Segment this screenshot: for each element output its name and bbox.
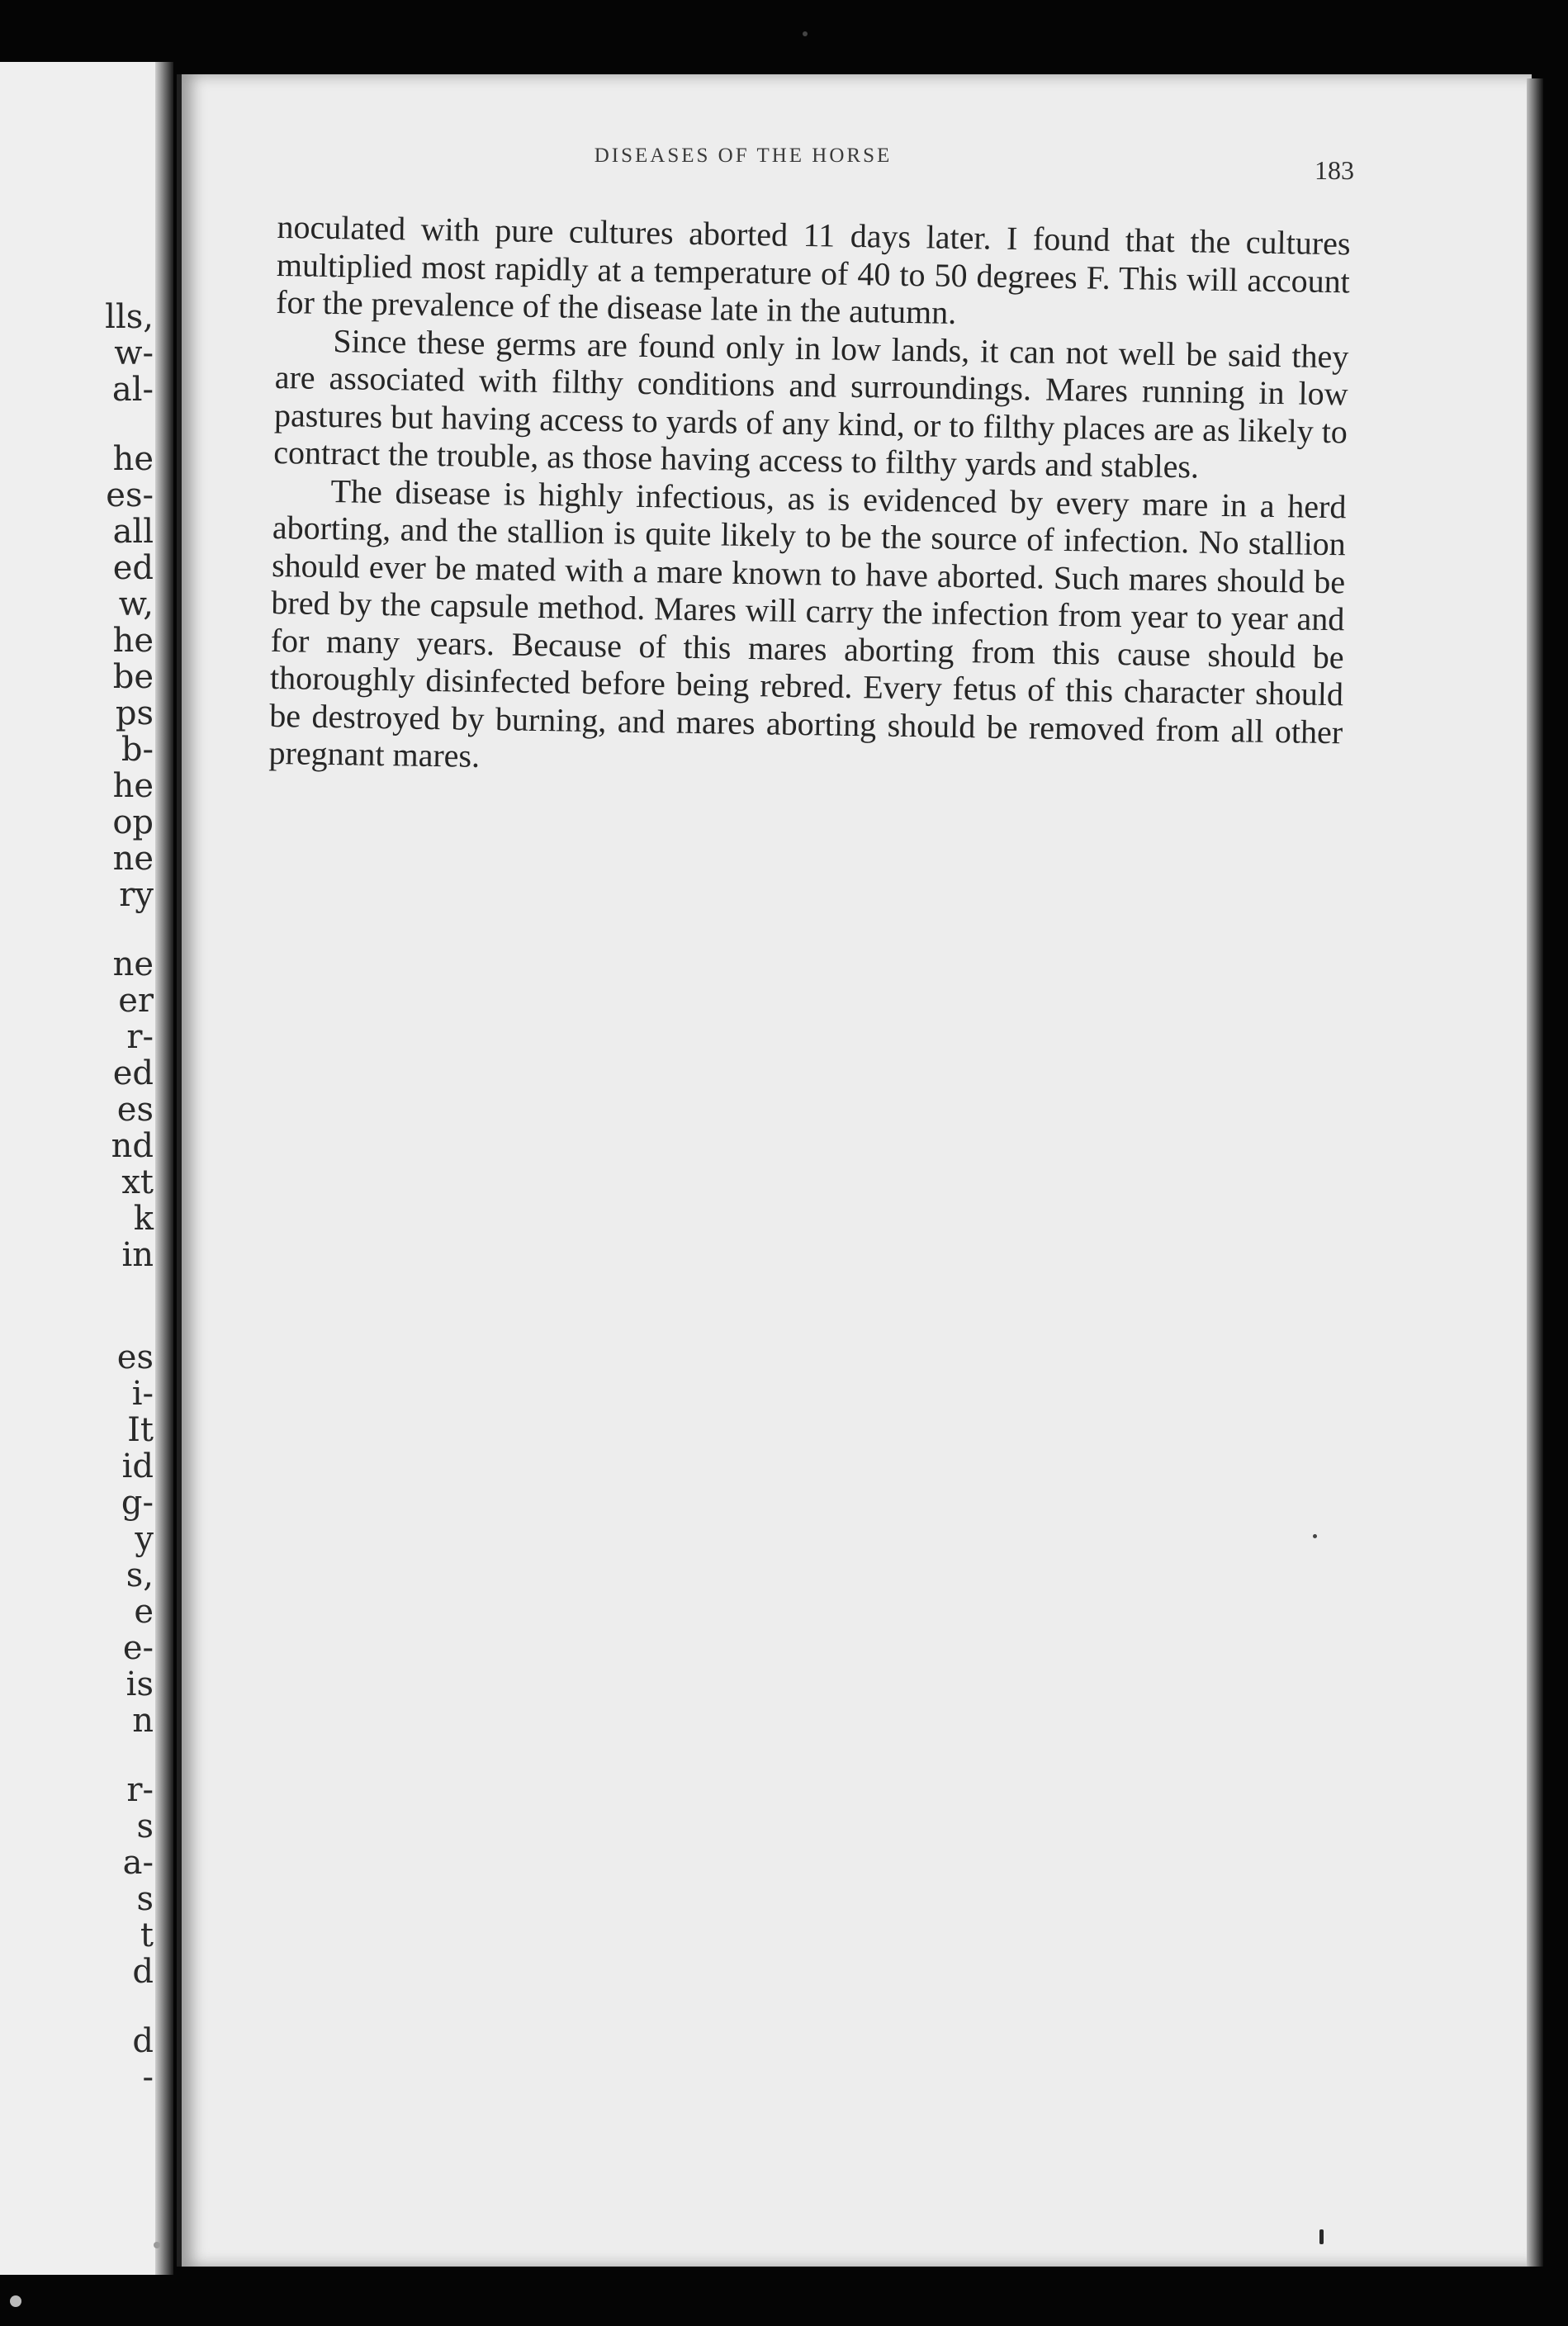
text-fragment: r- <box>126 1018 154 1056</box>
text-fragment: in <box>121 1236 154 1274</box>
text-fragment: s <box>136 1807 154 1845</box>
gutter-shadow <box>155 62 173 2275</box>
page-edge-shadow <box>1527 78 1543 2267</box>
text-fragment: b- <box>121 731 154 769</box>
text-fragment: he <box>112 622 154 660</box>
text-fragment: op <box>112 803 154 841</box>
scan-speck <box>1313 1534 1317 1538</box>
scan-speck <box>10 2295 21 2307</box>
text-fragment: er <box>118 982 154 1020</box>
text-fragment: s <box>136 1880 154 1918</box>
text-fragment: d <box>132 2022 154 2060</box>
text-fragment: nd <box>111 1127 154 1165</box>
text-fragment: all <box>112 513 154 551</box>
text-fragment: he <box>112 767 154 805</box>
text-fragment: ne <box>112 945 154 983</box>
text-fragment: es <box>116 1338 154 1376</box>
text-fragment: id <box>121 1447 154 1485</box>
text-fragment: g- <box>121 1484 154 1522</box>
paragraph: The disease is highly infectious, as is evidenced by every mare in a herd aborting, and the stallion is quite likely to be the source of infection. No stallion should ever be mated with a mare known to have aborted. Such mares should be bred by the capsule method. Mares will carry the infection from year to year and for many years. Because of this mares aborting from this cause should be thoroughly disinfected before being rebred. Every fetus of this character should be destroyed by burning, and mares aborting should be removed from all other pregnant mares. <box>268 471 1347 775</box>
text-fragment: e- <box>122 1629 154 1667</box>
text-fragment: ps <box>115 694 154 732</box>
text-fragment: r- <box>126 1771 154 1809</box>
fragment-gap <box>0 408 157 441</box>
text-fragment: al- <box>111 371 154 409</box>
text-fragment: s, <box>126 1556 154 1594</box>
text-fragment: n <box>132 1702 154 1740</box>
text-fragment: is <box>126 1665 154 1703</box>
scan-speck <box>803 31 808 36</box>
text-fragment: ne <box>112 840 154 878</box>
text-fragment: w, <box>118 585 154 623</box>
paragraph-continued: noculated with pure cultures aborted 11 days later. I found that the cultures multiplied most rapidly at a temperature of 40 to 50 degrees F. This will account for the prevalence of the disease late in the autumn. <box>275 208 1351 331</box>
text-fragment: e <box>134 1593 154 1631</box>
text-fragment: i- <box>131 1375 154 1413</box>
scan-speck <box>154 2242 160 2248</box>
text-fragment: be <box>112 658 154 696</box>
fragment-gap <box>0 913 157 946</box>
fragment-gap <box>0 1273 157 1306</box>
text-fragment: a- <box>122 1844 154 1882</box>
text-fragment: d <box>132 1953 154 1991</box>
fragment-gap <box>0 1739 157 1772</box>
text-fragment: It <box>127 1411 154 1449</box>
page-number: 183 <box>1315 155 1354 185</box>
text-fragment: lls, <box>105 298 154 336</box>
text-fragment: he <box>112 440 154 478</box>
scan-speck <box>1319 2229 1324 2244</box>
fragment-gap <box>0 1306 157 1339</box>
text-fragment: es- <box>106 476 154 514</box>
text-fragment: w- <box>114 334 154 372</box>
facing-page-text-fragments <box>0 299 157 2096</box>
text-fragment: ed <box>112 549 154 587</box>
text-fragment: ry <box>119 876 154 914</box>
text-fragment: - <box>142 2058 154 2096</box>
body-text <box>268 208 1351 789</box>
running-head: DISEASES OF THE HORSE <box>594 144 893 167</box>
text-fragment: y <box>135 1520 154 1558</box>
text-fragment: k <box>133 1200 154 1238</box>
text-fragment: ed <box>112 1054 154 1092</box>
text-fragment: xt <box>121 1163 154 1201</box>
paragraph: Since these germs are found only in low lands, it can not well be said they are associated with filthy conditions and surroundings. Mares running in low pastures but having access to yards of any kind, or to filthy places are as likely to contract the trouble, as those having access to filthy yards and stables. <box>273 321 1349 486</box>
text-fragment: es <box>116 1091 154 1129</box>
fragment-gap <box>0 1990 157 2023</box>
text-fragment: t <box>140 1916 154 1954</box>
